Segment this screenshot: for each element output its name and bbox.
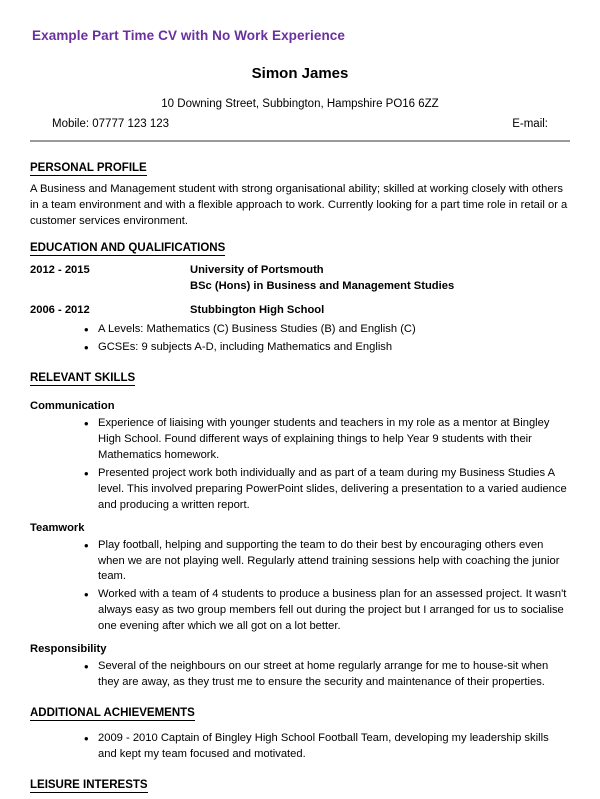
list-item: • Worked with a team of 4 students to produce a business plan for an assessed project. It wasn't always easy as two group members fell out during the project but I arranged for us to socialise one evening after which we all got on a lot better. [84, 587, 570, 635]
section-heading-leisure-interests: LEISURE INTERESTS [30, 778, 148, 791]
education-institution: University of Portsmouth [190, 263, 324, 276]
candidate-email: E-mail: [512, 118, 548, 130]
section-education [30, 232, 570, 357]
section-relevant-skills [30, 362, 570, 691]
list-item: • Play football, helping and supporting the team to do their best by encouraging others even when we are not playing well. Regularly attend training sessions help with coaching the junior team. [84, 538, 570, 586]
contact-row [30, 118, 570, 130]
list-item: • GCSEs: 9 subjects A-D, including Mathematics and English [84, 340, 570, 356]
section-heading-relevant-skills: RELEVANT SKILLS [30, 372, 136, 385]
skills-group-communication-heading: Communication [30, 400, 115, 413]
education-years: 2012 - 2015 [30, 263, 90, 276]
candidate-address: 10 Downing Street, Subbington, Hampshire PO16 6ZZ [161, 98, 439, 110]
personal-profile-text: A Business and Management student with strong organisational ability; skilled at working closely with others in a team environment and with a flexible approach to work. Currently looking for a part time role in retail or a customer services environment. [30, 183, 568, 227]
list-item: • Presented project work both individually and as part of a team during my Business Studies A level. This involved preparing PowerPoint slides, delivering a presentation to a varied audience and producing a written report. [84, 466, 570, 514]
education-entry [30, 262, 570, 294]
skills-group-communication-bullets [30, 416, 570, 513]
list-item: • Several of the neighbours on our street at home regularly arrange for me to house-sit when they are away, as they trust me to ensure the security and maintenance of their properties. [84, 659, 570, 691]
skills-group-responsibility-bullets [30, 659, 570, 691]
education-institution: Stubbington High School [190, 304, 325, 317]
skills-group-teamwork-heading: Teamwork [30, 521, 85, 534]
skills-group-teamwork-bullets [30, 538, 570, 635]
section-heading-personal-profile: PERSONAL PROFILE [30, 162, 147, 174]
list-item: • A Levels: Mathematics (C) Business Studies (B) and English (C) [84, 322, 570, 338]
education-years: 2006 - 2012 [30, 304, 90, 317]
section-heading-additional-achievements: ADDITIONAL ACHIEVEMENTS [30, 706, 195, 719]
header-divider [30, 140, 570, 142]
education-qualification: BSc (Hons) in Business and Management Studies [190, 279, 455, 292]
candidate-mobile: Mobile: 07777 123 123 [52, 118, 170, 130]
list-item: • Experience of liaising with younger students and teachers in my role as a mentor at Bingley High School. Found different ways of explaining things to help Year 9 students with their Mathematics homework. [84, 416, 570, 464]
education-entry [30, 302, 570, 318]
page-title: Example Part Time CV with No Work Experience [32, 28, 346, 43]
education-bullets [30, 322, 570, 356]
list-item: • 2009 - 2010 Captain of Bingley High School Football Team, developing my leadership skills and kept my team focused and motivated. [84, 731, 570, 763]
skills-group-responsibility-heading: Responsibility [30, 643, 107, 656]
additional-achievements-bullets [30, 731, 570, 763]
section-leisure-interests [30, 769, 570, 799]
section-personal-profile [30, 152, 570, 230]
section-heading-education: EDUCATION AND QUALIFICATIONS [30, 241, 226, 254]
candidate-name: Simon James [251, 65, 349, 82]
